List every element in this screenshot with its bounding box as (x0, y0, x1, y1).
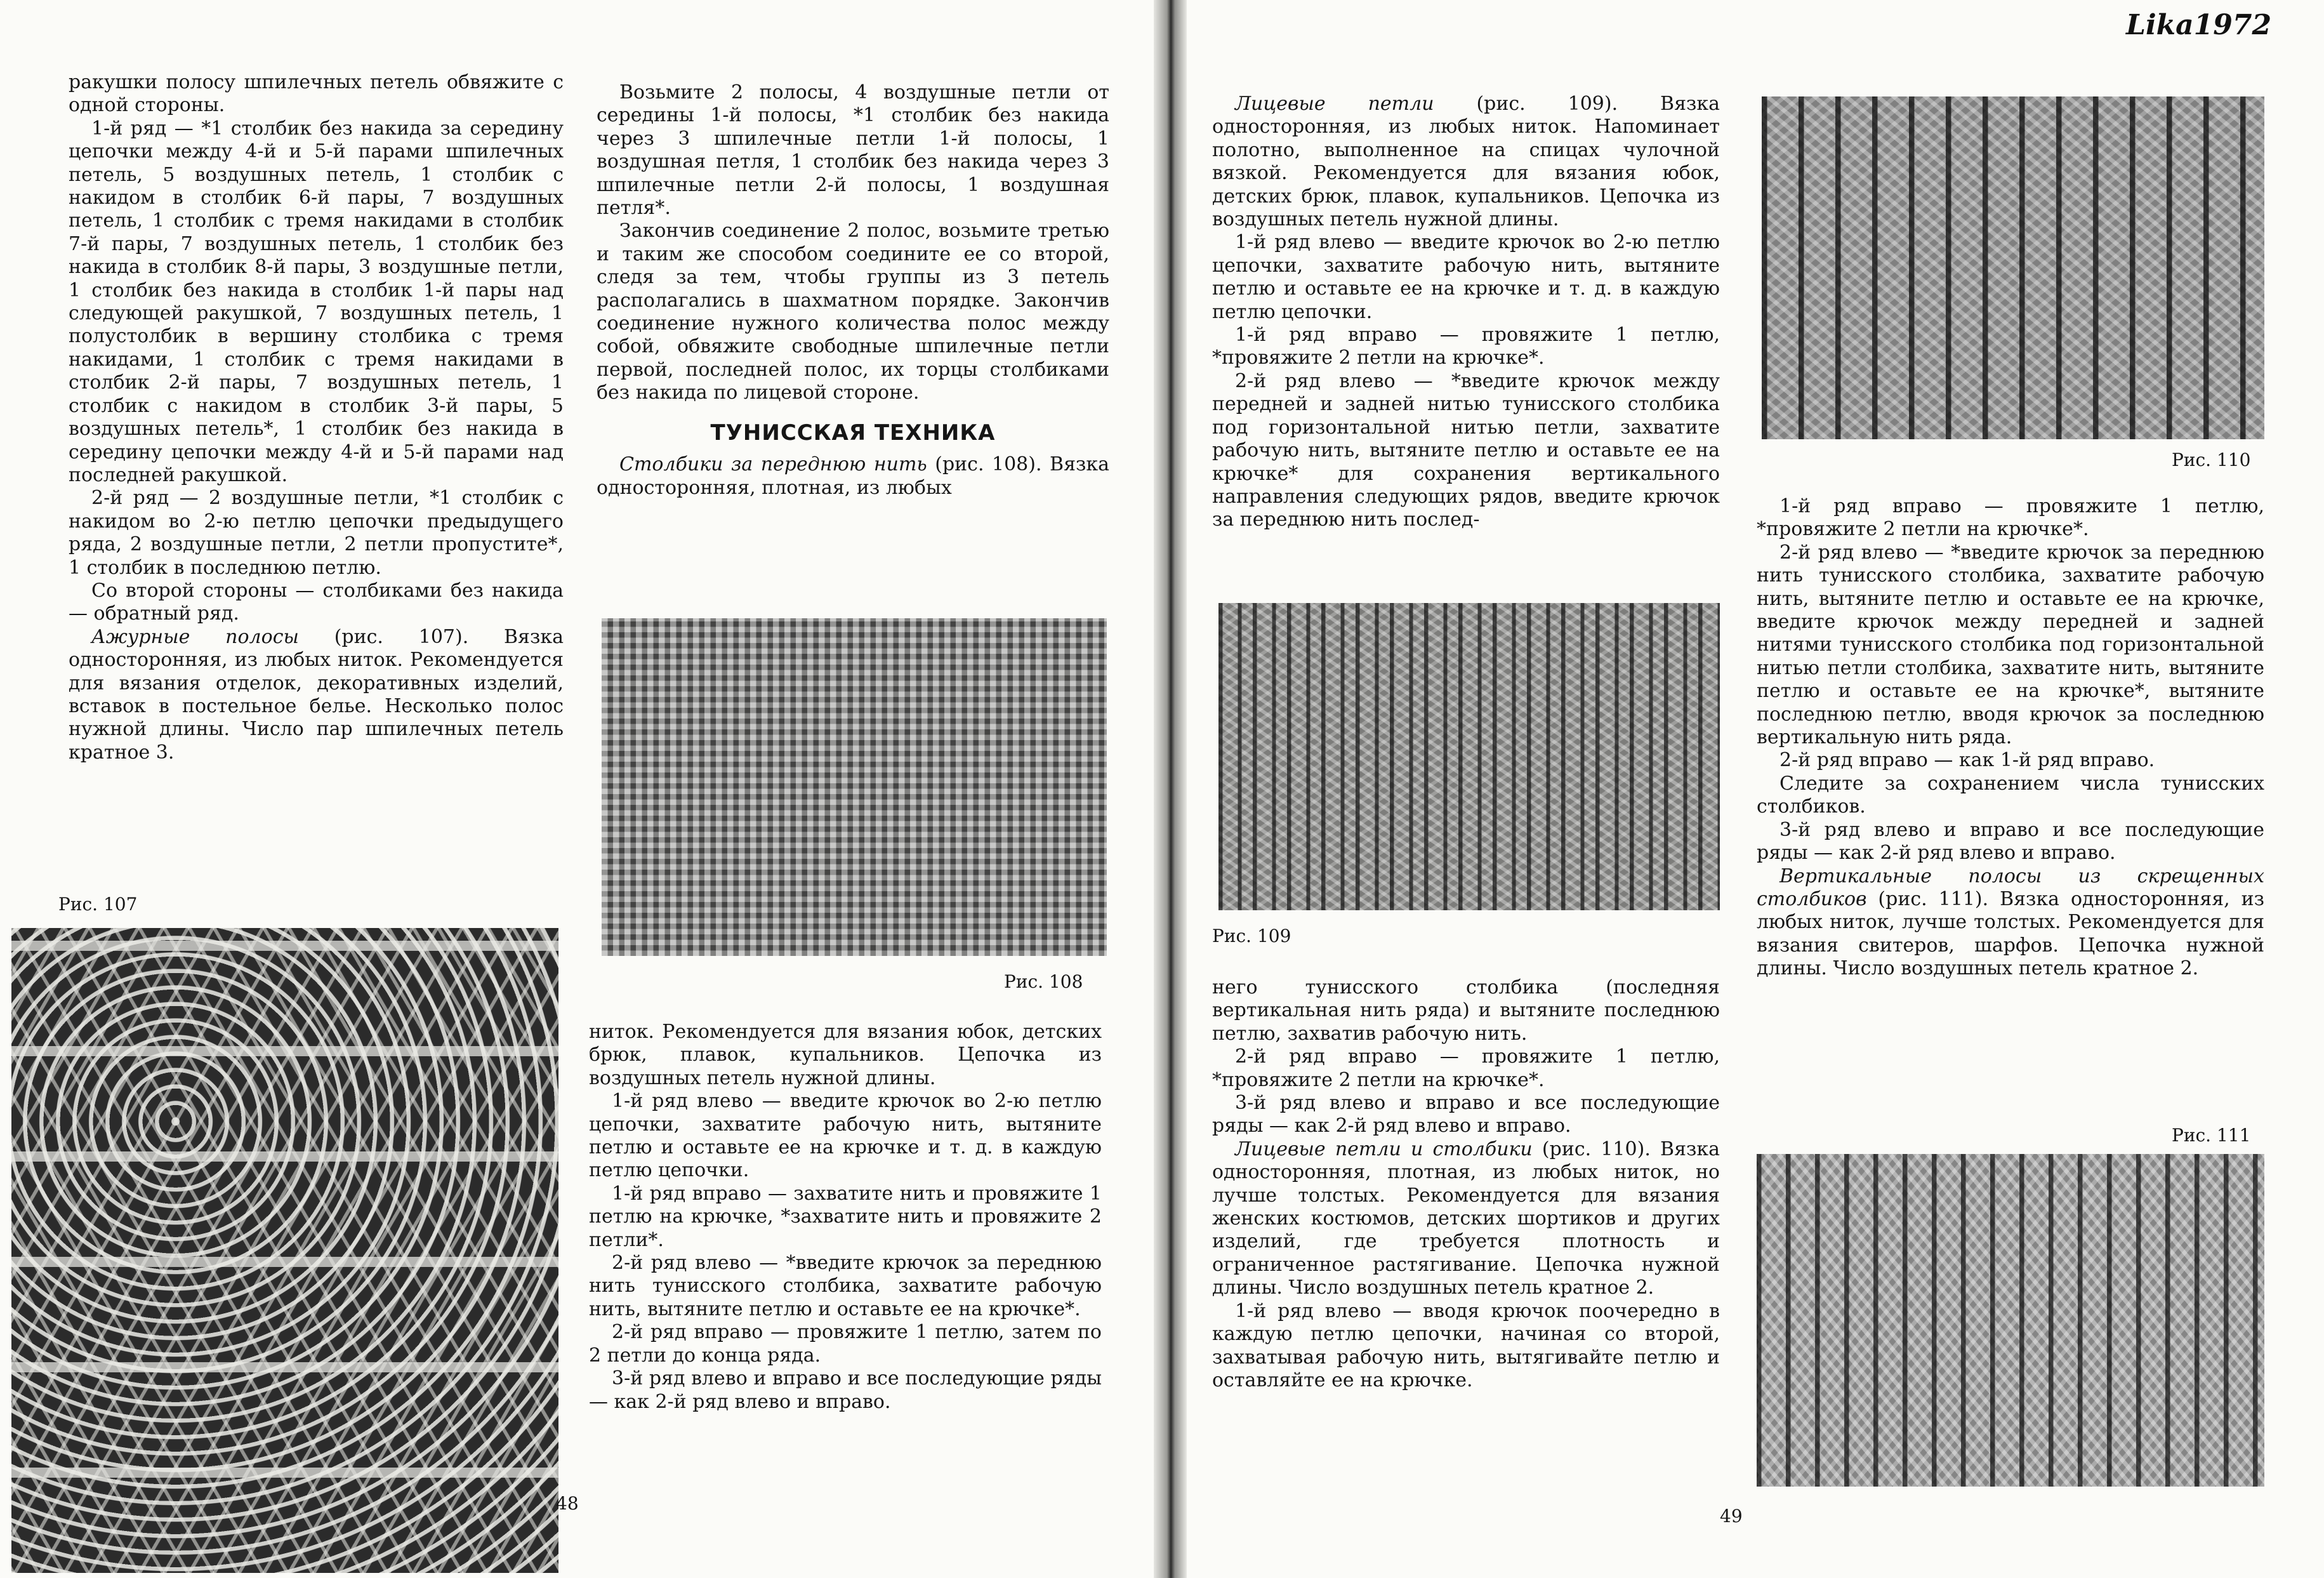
paragraph: 2-й ряд влево — *введите крючок между передней и задней нитью тунисского столбика под горизонтальной нитью петли, захватите рабочую нить, вытяните петлю и оставьте ее на крючке* для сохранения вертикального направления следующих рядов, введите крючок за переднюю нить послед- (1212, 369, 1720, 531)
lace-strips-text: (рис. 107). Вязка односторонняя, из любых ниток. Рекомендуется для вязания отделок, декоративных изделий, вставок в постельное белье. Несколько полос нужной длины. Число пар шпилечных петель кратное 3. (69, 625, 564, 764)
paragraph: 1-й ряд вправо — провяжите 1 петлю, *провяжите 2 петли на крючке*. (1212, 324, 1720, 369)
paragraph: 3-й ряд влево и вправо и все последующие ряды — как 2-й ряд влево и вправо. (589, 1367, 1102, 1413)
face-loops-columns-title: Лицевые петли и столбики (1235, 1137, 1533, 1160)
paragraph: 2-й ряд влево — *введите крючок за переднюю нить тунисского столбика, захватите рабочую нить, вытяните петлю и оставьте ее на крючке*. (589, 1252, 1102, 1320)
fig111-photo (1757, 1154, 2264, 1487)
right-column-3 (1212, 93, 1720, 532)
paragraph: него тунисского столбика (последняя вертикальная нить ряда) и вытяните последнюю петлю, захватив рабочую нить. (1212, 976, 1720, 1045)
fig109-face-loops-photo (1218, 603, 1720, 910)
left-column-1 (69, 71, 564, 764)
paragraph: 3-й ряд влево и вправо и все последующие ряды — как 2-й ряд влево и вправо. (1212, 1092, 1720, 1137)
right-column-4 (1757, 495, 2264, 981)
fig110-photo (1762, 96, 2264, 439)
fig107-lace-photo (11, 928, 558, 1573)
left-column-2-bottom (589, 1021, 1102, 1414)
right-column-3-bottom (1212, 976, 1720, 1392)
paragraph: 2-й ряд вправо — провяжите 1 петлю, *провяжите 2 петли на крючке*. (1212, 1045, 1720, 1091)
paragraph: Возьмите 2 полосы, 4 воздушные петли от середины 1-й полосы, *1 столбик без накида через 3 шпилечные петли 1-й полосы, 1 воздушная петля, 1 столбик без накида через 3 шпилечные петли 2-й полосы, 1 воздушная петля*. (597, 81, 1109, 220)
paragraph: ниток. Рекомендуется для вязания юбок, детских брюк, плавок, купальников. Цепочка из воздушных петель нужной длины. (589, 1021, 1102, 1089)
watermark: Lika1972 (2126, 9, 2272, 41)
paragraph: 1-й ряд влево — вводя крючок поочередно в каждую петлю цепочки, начиная со второй, захватывая рабочую нить, вытягивайте петлю и оставляйте ее на крючке. (1212, 1299, 1720, 1391)
fig109-caption: Рис. 109 (1212, 925, 1291, 946)
fig108-tunisian-photo (602, 618, 1107, 956)
fig107-caption: Рис. 107 (58, 894, 138, 915)
vertical-strips-text: (рис. 111). Вязка односторонняя, из любых ниток, лучше толстых. Рекомендуется для вязания свитеров, шарфов. Цепочка нужной длины. Число воздушных петель кратное 2. (1757, 887, 2264, 980)
paragraph (1212, 1138, 1720, 1300)
paragraph: 1-й ряд — *1 столбик без накида за середину цепочки между 4-й и 5-й парами шпилечных петель, 5 воздушных петель, 1 столбик с накидом в столбик 6-й пары, 7 воздушных петель, 1 столбик с тремя накидами в столбик 7-й пары, 7 воздушных петель, 1 столбик без накида в столбик 8-й пары, 3 воздушные петли, 1 столбик без накида в столбик 1-й пары над следующей ракушкой, 7 воздушных петель, 1 полустолбик в вершину столбика с тремя накидами, 1 столбик с тремя накидами в столбик 2-й пары, 7 воздушных петель, 1 столбик с накидом в столбик 3-й пары, 5 воздушных петель*, 1 столбик без накида в середину цепочки между 4-й и 5-й парами над последней ракушкой. (69, 117, 564, 486)
paragraph: 3-й ряд влево и вправо и все последующие ряды — как 2-й ряд влево и вправо. (1757, 818, 2264, 865)
paragraph: ракушки полосу шпилечных петель обвяжите с одной стороны. (69, 71, 564, 117)
vertical-strips-title: Вертикальные полосы из скрещенных столбиков (1757, 865, 2264, 910)
paragraph (1212, 93, 1720, 231)
paragraph: 1-й ряд вправо — захватите нить и провяжите 1 петлю на крючке, *захватите нить и провяжите 2 петли*. (589, 1182, 1102, 1251)
face-loops-title: Лицевые петли (1235, 93, 1434, 115)
paragraph: Со второй стороны — столбиками без накида — обратный ряд. (69, 579, 564, 625)
paragraph: 1-й ряд вправо — провяжите 1 петлю, *провяжите 2 петли на крючке*. (1757, 495, 2264, 541)
page-number: 48 (556, 1493, 579, 1514)
paragraph: 2-й ряд вправо — провяжите 1 петлю, затем по 2 петли до конца ряда. (589, 1321, 1102, 1367)
paragraph (1757, 865, 2264, 981)
face-loops-text: (рис. 109). Вязка односторонняя, из любых ниток. Напоминает полотно, выполненное на спицах чулочной вязкой. Рекомендуется для вязания юбок, детских брюк, плавок, купальников. Цепочка из воздушных петель нужной длины. (1212, 93, 1720, 231)
right-page (1179, 0, 2324, 1578)
front-thread-text: (рис. 108). Вязка односторонняя, плотная, из любых (597, 453, 1109, 499)
paragraph (69, 626, 564, 764)
lace-strips-title: Ажурные полосы (91, 625, 299, 648)
fig110-caption: Рис. 110 (2172, 449, 2251, 470)
paragraph: 1-й ряд влево — введите крючок во 2-ю петлю цепочки, захватите рабочую нить, вытяните петлю и оставьте ее на крючке и т. д. в каждую петлю цепочки. (589, 1090, 1102, 1182)
fig111-caption: Рис. 111 (2172, 1125, 2251, 1146)
paragraph: Закончив соединение 2 полос, возьмите третью и таким же способом соедините ее со второй, следя за тем, чтобы группы из 3 петель располагались в шахматном порядке. Закончив соединение нужного количества полос между собой, обвяжите свободные шпилечные петли первой, последней полос, их торцы столбиками без накида по лицевой стороне. (597, 220, 1109, 404)
page-number: 49 (1720, 1506, 1743, 1527)
paragraph (597, 453, 1109, 500)
paragraph: 1-й ряд влево — введите крючок во 2-ю петлю цепочки, захватите рабочую нить, вытяните петлю и оставьте ее на крючке и т. д. в каждую петлю цепочки. (1212, 231, 1720, 323)
paragraph: Следите за сохранением числа тунисских столбиков. (1757, 772, 2264, 818)
front-thread-title: Столбики за переднюю нить (619, 453, 927, 476)
paragraph: 2-й ряд влево — *введите крючок за переднюю нить тунисского столбика, захватите рабочую нить, вытяните петлю и оставьте ее на крючке, введите крючок между передней и задней нитями тунисского столбика под горизонтальной нитью петли столбика, захватите нить, вытяните петлю и оставьте ее на крючке*, вытяните последнюю петлю, вводя крючок за последнюю вертикальную нить ряда. (1757, 541, 2264, 749)
section-heading: ТУНИССКАЯ ТЕХНИКА (710, 420, 996, 446)
left-column-2 (597, 81, 1109, 500)
face-loops-columns-text: (рис. 110). Вязка односторонняя, плотная, из любых ниток, но лучше толстых. Рекомендуется для вязания женских костюмов, детских шортиков и других изделий, где требуется плотность и ограниченное растягивание. Цепочка нужной длины. Число воздушных петель кратное 2. (1212, 1137, 1720, 1299)
paragraph: 2-й ряд вправо — как 1-й ряд вправо. (1779, 749, 2155, 772)
paragraph: 2-й ряд — 2 воздушные петли, *1 столбик с накидом во 2-ю петлю цепочки предыдущего ряда, 2 воздушные петли, 2 петли пропустите*, 1 столбик в последнюю петлю. (69, 487, 564, 579)
fig108-caption: Рис. 108 (1004, 971, 1083, 992)
left-page (0, 0, 1161, 1578)
